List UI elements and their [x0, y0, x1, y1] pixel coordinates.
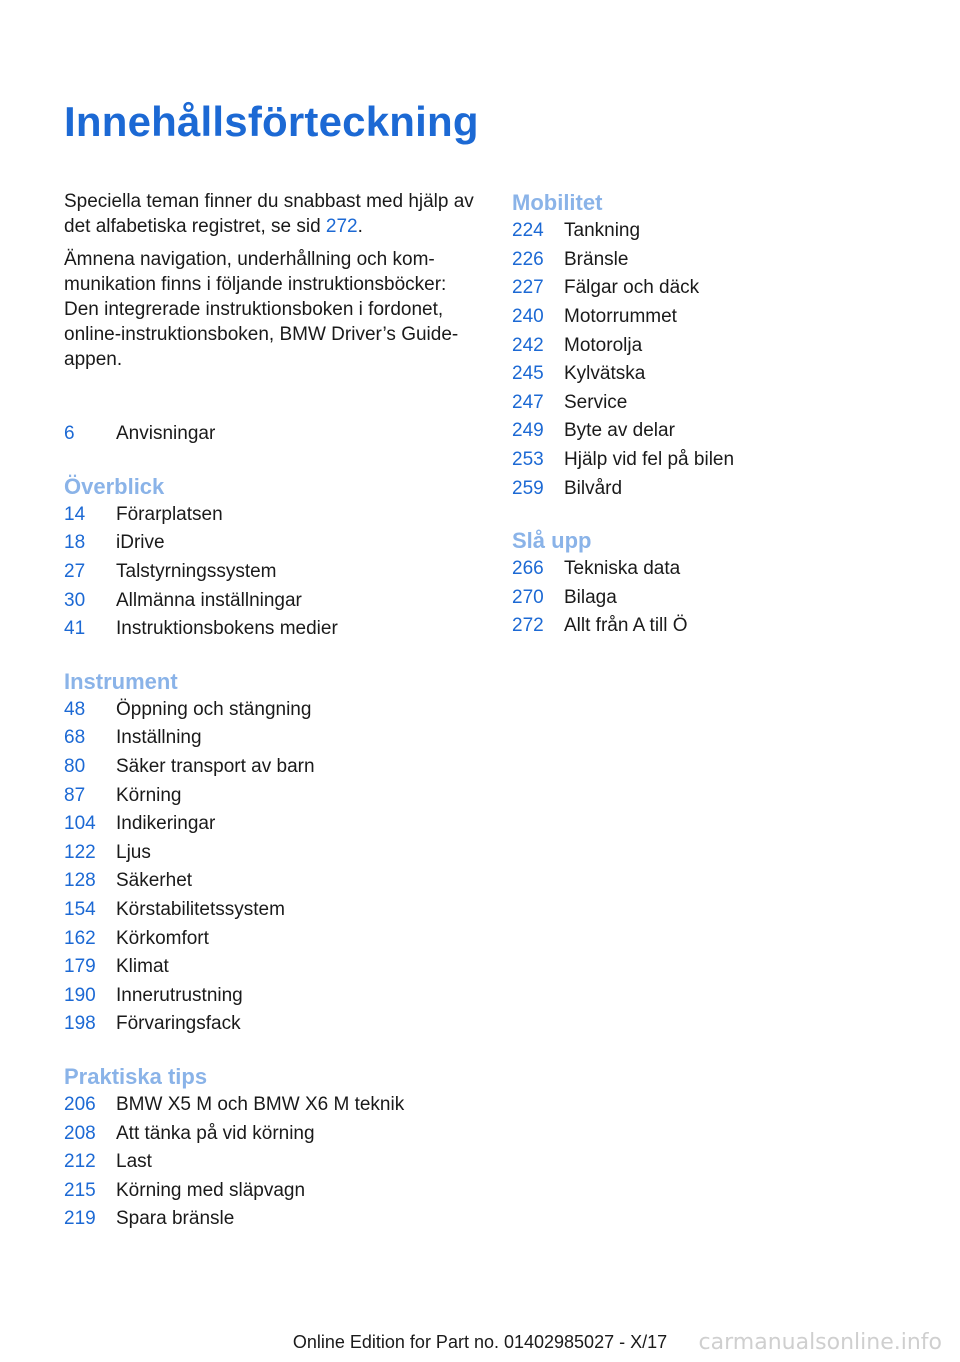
toc-entry-label: Körning — [116, 784, 182, 806]
toc-entry[interactable] — [64, 810, 484, 839]
toc-entry-label: Fälgar och däck — [564, 277, 700, 299]
toc-page-number[interactable]: 41 — [64, 618, 86, 640]
toc-entry[interactable] — [512, 584, 912, 613]
toc-entry-label: Inställning — [116, 727, 202, 749]
toc-entry-label: Hjälp vid fel på bilen — [564, 449, 735, 471]
register-page-link[interactable]: 272 — [325, 216, 358, 237]
toc-section — [512, 189, 912, 503]
toc-entry-label: Klimat — [116, 956, 169, 978]
toc-section — [64, 473, 484, 644]
toc-entry-label: Anvisningar — [116, 423, 216, 445]
toc-entry[interactable] — [512, 612, 912, 641]
toc-entry-label: Spara bränsle — [116, 1208, 235, 1230]
toc-page-number[interactable]: 68 — [64, 727, 86, 749]
toc-entry-label: Öppning och stängning — [116, 698, 312, 720]
toc-page-number[interactable]: 240 — [512, 306, 544, 328]
toc-page-number[interactable]: 190 — [64, 984, 96, 1006]
page-title: Innehållsförteckning — [64, 98, 479, 145]
toc-entry[interactable] — [64, 529, 484, 558]
toc-page-number[interactable]: 253 — [512, 449, 544, 471]
toc-page-number[interactable]: 219 — [64, 1208, 96, 1230]
toc-page-number[interactable]: 14 — [64, 503, 86, 525]
toc-entry[interactable] — [512, 474, 912, 503]
toc-entry-label: Allmänna inställningar — [116, 589, 302, 611]
watermark: carmanualsonline.info — [698, 1330, 942, 1355]
intro-text-end: . — [357, 216, 363, 237]
toc-entry[interactable] — [64, 558, 484, 587]
toc-page-number[interactable]: 259 — [512, 477, 544, 499]
toc-page-number[interactable]: 48 — [64, 698, 86, 720]
toc-entry[interactable] — [512, 360, 912, 389]
intro — [64, 189, 484, 372]
toc-page-number[interactable]: 227 — [512, 277, 544, 299]
toc-page-number[interactable]: 212 — [64, 1151, 96, 1173]
intro-paragraph-2: Ämnena navigation, underhållning och kommunikation finns i följande instruktionsböcker: Den integrerade instruktionsboken i fordonet, online-instruktionsboken, BMW Driver’s Guide-appen. — [64, 249, 459, 370]
toc-page-number[interactable]: 266 — [512, 558, 544, 580]
toc-entry[interactable] — [512, 389, 912, 418]
toc-section — [512, 527, 912, 641]
toc-entry[interactable] — [64, 696, 484, 725]
toc-entry[interactable] — [64, 1205, 484, 1234]
toc-entry[interactable] — [64, 1176, 484, 1205]
section-heading: Överblick — [64, 473, 165, 499]
toc-page-number[interactable]: 162 — [64, 927, 96, 949]
toc-entry[interactable] — [64, 420, 484, 449]
toc-entry[interactable] — [64, 615, 484, 644]
toc-entry-label: Förvaringsfack — [116, 1013, 241, 1035]
toc-entry[interactable] — [64, 982, 484, 1011]
toc-entry-label: Förarplatsen — [116, 503, 223, 525]
toc-entry[interactable] — [64, 781, 484, 810]
toc-page-number[interactable]: 272 — [512, 615, 544, 637]
toc-entry[interactable] — [64, 1148, 484, 1177]
toc-entry-label: Service — [564, 391, 628, 413]
toc-section — [64, 420, 484, 449]
toc-page-number[interactable]: 6 — [64, 423, 75, 445]
section-heading: Instrument — [64, 668, 178, 694]
toc-entry-label: Bilaga — [564, 586, 617, 608]
toc-page-number[interactable]: 270 — [512, 586, 544, 608]
toc-entry-label: Motorrummet — [564, 306, 677, 328]
toc-entry-label: Körning med släpvagn — [116, 1179, 306, 1201]
intro-text: Speciella teman finner du snabbast med hjälp av det alfabetiska registret, se sid — [64, 191, 474, 237]
toc-entry-label: BMW X5 M och BMW X6 M teknik — [116, 1093, 405, 1115]
toc-entry[interactable] — [512, 555, 912, 584]
toc-page-number[interactable]: 80 — [64, 756, 86, 778]
toc-entry-label: Last — [116, 1151, 152, 1173]
toc-page-number[interactable]: 27 — [64, 561, 86, 583]
toc-entry[interactable] — [64, 839, 484, 868]
section-heading: Slå upp — [512, 527, 592, 553]
toc-entry[interactable] — [512, 446, 912, 475]
toc-entry[interactable] — [512, 274, 912, 303]
toc-page-number[interactable]: 179 — [64, 956, 96, 978]
toc-entry-label: Körkomfort — [116, 927, 209, 949]
toc-entry-label: Ljus — [116, 841, 151, 863]
toc-entry[interactable] — [512, 417, 912, 446]
toc-entry[interactable] — [64, 586, 484, 615]
toc-entry[interactable] — [64, 1010, 484, 1039]
toc-entry-label: Att tänka på vid körning — [116, 1122, 315, 1144]
toc-page-number[interactable]: 245 — [512, 363, 544, 385]
toc-page-number[interactable]: 215 — [64, 1179, 96, 1201]
toc-entry[interactable] — [64, 753, 484, 782]
toc-page-number[interactable]: 249 — [512, 420, 544, 442]
right-column — [512, 189, 912, 665]
left-column — [64, 189, 484, 1258]
toc-entry-label: Motorolja — [564, 334, 643, 356]
toc-entry[interactable] — [64, 924, 484, 953]
toc-entry[interactable] — [64, 867, 484, 896]
toc-page-number[interactable]: 104 — [64, 813, 96, 835]
toc-page-number[interactable]: 18 — [64, 532, 86, 554]
toc-entry[interactable] — [64, 896, 484, 925]
toc-page-number[interactable]: 247 — [512, 391, 544, 413]
toc-page-number[interactable]: 30 — [64, 589, 86, 611]
toc-page-number[interactable]: 128 — [64, 870, 96, 892]
right-toc — [512, 189, 912, 641]
intro-paragraph-1 — [64, 189, 484, 239]
toc-entry-label: Tekniska data — [564, 558, 681, 580]
toc-entry-label: Byte av delar — [564, 420, 675, 442]
toc-entry[interactable] — [64, 501, 484, 530]
section-heading: Mobilitet — [512, 190, 603, 215]
toc-page-number[interactable]: 87 — [64, 784, 86, 806]
toc-entry-label: Körstabilitetssystem — [116, 899, 285, 921]
toc-entry-label: Tankning — [564, 220, 641, 242]
toc-page-number[interactable]: 242 — [512, 334, 544, 356]
toc-entry[interactable] — [512, 246, 912, 275]
toc-entry-label: iDrive — [116, 532, 165, 554]
toc-entry-label: Instruktionsbokens medier — [116, 618, 338, 640]
toc-entry[interactable] — [64, 953, 484, 982]
toc-entry[interactable] — [512, 303, 912, 332]
toc-page-number[interactable]: 122 — [64, 841, 96, 863]
toc-entry-label: Bränsle — [564, 248, 629, 270]
toc-page-number[interactable]: 224 — [512, 220, 544, 242]
left-toc — [64, 420, 484, 1234]
toc-page-number[interactable]: 154 — [64, 899, 96, 921]
toc-entry[interactable] — [64, 1091, 484, 1120]
toc-page-number[interactable]: 198 — [64, 1013, 96, 1035]
toc-entry-label: Kylvätska — [564, 363, 646, 385]
toc-entry-label: Innerutrustning — [116, 984, 243, 1006]
toc-entry-label: Allt från A till Ö — [564, 615, 688, 637]
toc-page-number[interactable]: 226 — [512, 248, 544, 270]
toc-entry-label: Säkerhet — [116, 870, 193, 892]
toc-entry-label: Indikeringar — [116, 813, 216, 835]
toc-page-number[interactable]: 208 — [64, 1122, 96, 1144]
section-heading: Praktiska tips — [64, 1063, 208, 1089]
toc-page-number[interactable]: 206 — [64, 1093, 96, 1115]
footer-edition: Online Edition for Part no. 01402985027 - X/17 — [292, 1332, 668, 1352]
toc-entry[interactable] — [64, 1119, 484, 1148]
toc-section — [64, 1063, 484, 1234]
toc-entry[interactable] — [64, 724, 484, 753]
toc-section — [64, 668, 484, 1039]
toc-entry-label: Bilvård — [564, 477, 623, 499]
toc-entry-label: Talstyrningssystem — [116, 561, 277, 583]
toc-entry-label: Säker transport av barn — [116, 756, 315, 778]
toc-entry[interactable] — [512, 217, 912, 246]
toc-entry[interactable] — [512, 331, 912, 360]
